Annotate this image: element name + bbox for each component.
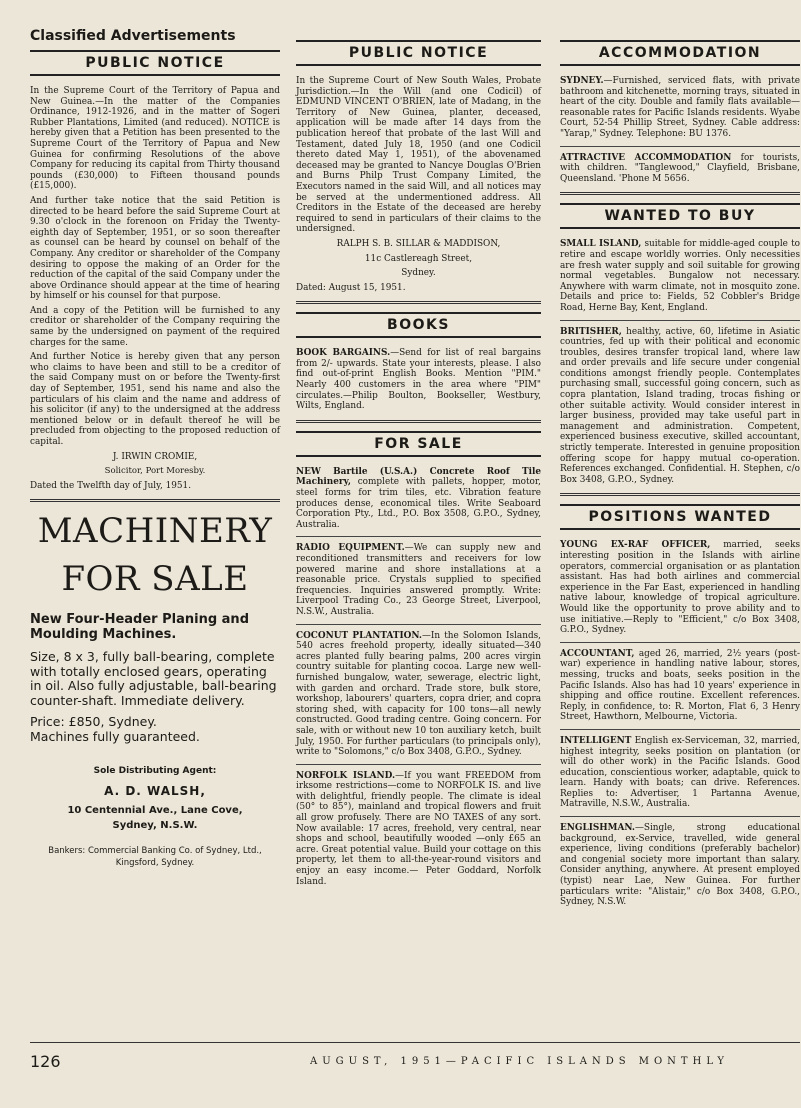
agent-address: [30, 803, 280, 833]
notice-paragraph: And further take notice that the said Petition is directed to be heard before the said Supreme Court at 9.30 o'clock in the forenoon on Friday the Twenty-eighth day of September, 1951, or so soon thereafter as counsel can be heard by counsel on behalf of the Company. Any creditor or shareholder of the Company desiring to oppose the making of an Order for the reduction of the capital of the said Company under the above Ordinance should appear at the time of hearing by himself or his counsel for that purpose.: [30, 195, 280, 302]
for-sale-heading-box: [296, 431, 541, 457]
accommodation-item: [560, 76, 800, 140]
ad-body: aged 26, married, 2½ years (post-war) experience in handling native labour, stores, messing, trucks and boats, seeks position in the Pacific Islands. Also has had 10 years' experience in shipping and office routine. Excellent references. Reply, in confidence, to: R. Morton, Flat 6, 3 Henry Street, Hawthorn, Melbourne, Victoria.: [560, 648, 800, 723]
public-notice-2-heading: PUBLIC NOTICE: [348, 45, 489, 61]
accommodation-heading-box: [560, 40, 800, 66]
column-middle: [296, 28, 541, 891]
ad-lead: NEW Bartile (U.S.A.) Concrete Roof Tile Machinery,: [296, 466, 541, 488]
for-sale-item: [296, 631, 541, 758]
notice-paragraph: In the Supreme Court of the Territory of Papua and New Guinea.—In the matter of the Companies Ordinance, 1912-1926, and in the matter of Sogeri Rubber Plantations, Limited (and reduced). NOTICE is hereby given that a Petition has been presented to the Supreme Court of the Territory of Papua and New Guinea for confirming Resolutions of the above Company for reducing its capital from Thirty thousand pounds (£30,000) to Fifteen thousand pounds (£15,000).: [30, 86, 280, 192]
position-item: [560, 823, 800, 908]
positions-heading-box: [560, 504, 800, 530]
ad-body: —We can supply new and reconditioned transmitters and receivers for low powered marine and shore installations at a reasonable price. Crystals supplied to specified frequencies. Inquiries answered promptly. Write: Liverpool Trading Co., 23 George Street, Liverpool, N.S.W., Australia.: [296, 543, 541, 617]
agent-address-line: Sydney, N.S.W.: [112, 820, 198, 832]
books-heading-box: [296, 312, 541, 338]
notice-paragraph: And further Notice is hereby given that any person who claims to have been and still to be a creditor of the said Company must on or before the Twenty-first day of September, 1951, send his name and also the particulars of his claim and the name and address of his solicitor (if any) to the undersigned at the address mentioned below or in default thereof he will be precluded from objecting to the proposed reduction of capital.: [30, 352, 280, 447]
probate-city: Sydney.: [401, 268, 436, 279]
divider: [560, 320, 800, 321]
machinery-title: MACHINERY: [37, 511, 273, 552]
ad-lead: YOUNG EX-RAF OFFICER,: [560, 540, 711, 551]
ad-lead: ACCOUNTANT,: [560, 648, 635, 659]
notice-paragraph: And a copy of the Petition will be furnished to any creditor or shareholder of the Company requiring the same by the undersigned on payment of the required charges for the same.: [30, 305, 280, 348]
ad-lead: SMALL ISLAND,: [560, 239, 642, 250]
probate-date: Dated: August 15, 1951.: [296, 282, 406, 293]
positions-heading: POSITIONS WANTED: [588, 509, 772, 526]
footer-divider: [30, 1042, 800, 1043]
ad-body: —Single, strong educational background, ex-Service, travelled, wide general experience, living conditions (preferably bachelor) and congenial society more important than salary. Consider anything, anywhere. At present employed (typist) near Lae, New Guinea. For further particulars write: "Alistair," c/o Box 3408, G.P.O., Sydney, N.S.W.: [560, 823, 800, 908]
ad-lead: BRITISHER,: [560, 326, 622, 337]
column-right: [560, 28, 800, 912]
ad-body: —Furnished, serviced flats, with private bathroom and kitchenette, morning trays, situated in heart of the city. Double and family flats available—reasonable rates for Pacific Islands residents. Wyabe Court, 52-54 Phillip Street, Sydney. Cable address: "Yarap," Sydney. Telephone: BU 1376.: [560, 76, 800, 139]
divider: [296, 624, 541, 625]
notice-signature: J. IRWIN CROMIE,: [112, 451, 198, 462]
accommodation-heading: ACCOMMODATION: [598, 45, 762, 61]
divider: [560, 146, 800, 147]
ad-body: English ex-Serviceman, 32, married, highest integrity, seeks position on plantation (or will do other work) in the Pacific Islands. Good education, conscientious worker, adaptable, quick to learn. Handy with boats; can drive. References. Replies to: Advertiser, 1 Partanna Avenue, Matraville, N.S.W., Australia.: [560, 735, 800, 810]
books-heading: BOOKS: [387, 317, 450, 334]
divider: [560, 642, 800, 643]
divider: [296, 764, 541, 765]
position-item: [560, 540, 800, 635]
ad-lead: RADIO EQUIPMENT.: [296, 543, 405, 554]
wanted-item: [560, 239, 800, 313]
ad-body: suitable for middle-aged couple to retire and escape worldly worries. Only necessities are fresh water supply and soil suitable for growing normal vegetables. Bungalow not necessary. Anywhere with warm climate, not in mosquito zone. Details and price to: Fields, 52 Cobbler's Bridge Road, Herne Bay, Kent, England.: [560, 239, 800, 313]
divider: [560, 729, 800, 730]
divider: [30, 499, 280, 502]
running-footer: AUGUST, 1951—PACIFIC ISLANDS MONTHLY: [310, 1056, 729, 1067]
page-title: Classified Advertisements: [30, 28, 236, 44]
divider: [560, 493, 800, 496]
public-notice-heading-box: [30, 50, 280, 76]
ad-body: for tourists, with children. "Tanglewood," Clayfield, Brisbane, Queensland. 'Phone M 5656.: [560, 152, 801, 184]
page-number: 126: [30, 1052, 61, 1071]
notice-signature-title: Solicitor, Port Moresby.: [104, 466, 206, 477]
bankers-line: Bankers: Commercial Banking Co. of Sydney, Ltd., Kingsford, Sydney.: [48, 846, 262, 869]
machinery-subtitle: New Four-Header Planing and Moulding Machines.: [30, 612, 249, 643]
divider: [560, 816, 800, 817]
agent-name: A. D. WALSH,: [104, 784, 206, 799]
position-item: [560, 736, 800, 810]
for-sale-item: [296, 543, 541, 617]
ad-lead: NORFOLK ISLAND.: [296, 770, 396, 781]
ad-lead: ENGLISHMAN.: [560, 823, 635, 834]
ad-lead: SYDNEY.: [560, 76, 604, 86]
position-item: [560, 649, 800, 723]
machinery-title-2: FOR SALE: [61, 559, 249, 600]
ad-body: —If you want FREEDOM from irksome restrictions—come to NORFOLK IS. and live with delightful, friendly people. The climate is ideal (50° to 85°), mainland and tropical flowers and fruit all grow profusely. There are NO TAXES of any sort. Now available: 17 acres, freehold, very central, near shops and school, beautifully wooded —only £65 an acre. Great potential value. Build your cottage on this property, let them to all-the-year-round visitors and enjoy an easy income.— Peter Goddard, Norfolk Island.: [296, 770, 541, 887]
notice-date: Dated the Twelfth day of July, 1951.: [30, 480, 192, 491]
machinery-description: Size, 8 x 3, fully ball-bearing, complete with totally enclosed gears, operating in oil. Also fully adjustable, ball-bearing counter-shaft. Immediate delivery.: [30, 649, 277, 708]
ad-lead: INTELLIGENT: [560, 735, 632, 746]
public-notice-2-heading-box: [296, 40, 541, 66]
accommodation-item: [560, 153, 800, 185]
agent-address-line: 10 Centennial Ave., Lane Cove,: [67, 805, 243, 817]
probate-notice: In the Supreme Court of New South Wales, Probate Jurisdiction.—In the Will (and one Codicil) of EDMUND VINCENT O'BRIEN, late of Madang, in the Territory of New Guinea, planter, deceased, application will be made after 14 days from the publication hereof that probate of the last Will and Testament, dated July 18, 1950 (and one Codicil thereto dated May 1, 1951), of the abovenamed deceased may be granted to Nancye Douglas O'Brien and Burns Philp Trust Company Limited, the Executors named in the said Will, and all notices may be served at the undermentioned address. All Creditors in the Estate of the deceased are hereby required to send in particulars of their claims to the undersigned.: [296, 76, 541, 235]
ad-body: —Send for list of real bargains from 2/- upwards. State your interests, please. I also find out-of-print English Books. Mention "PIM." Nearly 400 customers in the area where "PIM" circulates.—Philip Boulton, Bookseller, Westbury, Wilts, England.: [296, 348, 541, 412]
divider: [296, 301, 541, 304]
divider: [560, 192, 800, 195]
ad-lead: BOOK BARGAINS.: [296, 348, 391, 359]
for-sale-item: [296, 467, 541, 531]
wanted-heading-box: [560, 203, 800, 229]
wanted-heading: WANTED TO BUY: [604, 208, 756, 225]
ad-body: healthy, active, 60, lifetime in Asiatic countries, fed up with their political and economic troubles, desires transfer tropical land, where law and order prevails and life secure under congenial conditions amongst friendly people. Contemplates purchasing small, successful going concern, such as copra plantation, Island trading, trocas fishing or other suitable activity. Would consider interest in larger business, provided may take useful part in management and administration. Competent, experienced business executive, skilled accountant, strictly temperate. Interested in genuine proposition offering scope for happy mutual co-operation. References exchanged. Confidential. H. Stephen, c/o Box 3408, G.P.O., Sydney.: [560, 326, 800, 485]
probate-address: 11c Castlereagh Street,: [364, 253, 473, 264]
books-ad: [296, 348, 541, 412]
machinery-ad: [30, 512, 280, 869]
machinery-price: Price: £850, Sydney.: [30, 714, 157, 730]
public-notice-heading: PUBLIC NOTICE: [85, 55, 225, 71]
divider: [296, 420, 541, 423]
column-left: [30, 28, 280, 869]
for-sale-item: [296, 771, 541, 888]
divider: [296, 536, 541, 537]
ad-body: complete with pallets, hopper, motor, steel forms for trim tiles, etc. Vibration feature produces dense, economical tiles. Write Seaboard Corporation Pty., Ltd., P.O. Box 3508, G.P.O., Sydney, Australia.: [296, 477, 541, 530]
ad-body: —In the Solomon Islands, 540 acres freehold property, ideally situated—340 acres planted fully bearing palms, 200 acres virgin country suitable for planting cocoa. Large new well-furnished bungalow, water, sewerage, electric light, with garden and orchard. Trade store, bulk store, workshop, labourers' quarters, copra drier, and copra storing shed, with capacity for 100 tons—all newly constructed. Good trading centre. Going concern. For sale, with or without new 10 ton auxiliary ketch, built July, 1950. For further particulars (to principals only), write to "Solomons," c/o Box 3408, G.P.O., Sydney.: [296, 630, 541, 758]
probate-signature: RALPH S. B. SILLAR & MADDISON,: [336, 238, 501, 249]
wanted-item: [560, 327, 800, 486]
for-sale-heading: FOR SALE: [374, 435, 463, 452]
ad-lead: ATTRACTIVE ACCOMMODATION: [560, 152, 732, 163]
agent-label: Sole Distributing Agent:: [93, 766, 217, 777]
ad-lead: COCONUT PLANTATION.: [296, 630, 422, 641]
machinery-guarantee: Machines fully guaranteed.: [30, 729, 200, 745]
ad-body: married, seeks interesting position in the Islands with airline operators, commercial organisation or as plantation assistant. Has had both airlines and commercial experience in the Far East, experienced in handling native labour, knowledge of tropical agriculture. Would like the opportunity to prove ability and to use initiative.—Reply to "Efficient," c/o Box 3408, G.P.O., Sydney.: [560, 540, 800, 636]
